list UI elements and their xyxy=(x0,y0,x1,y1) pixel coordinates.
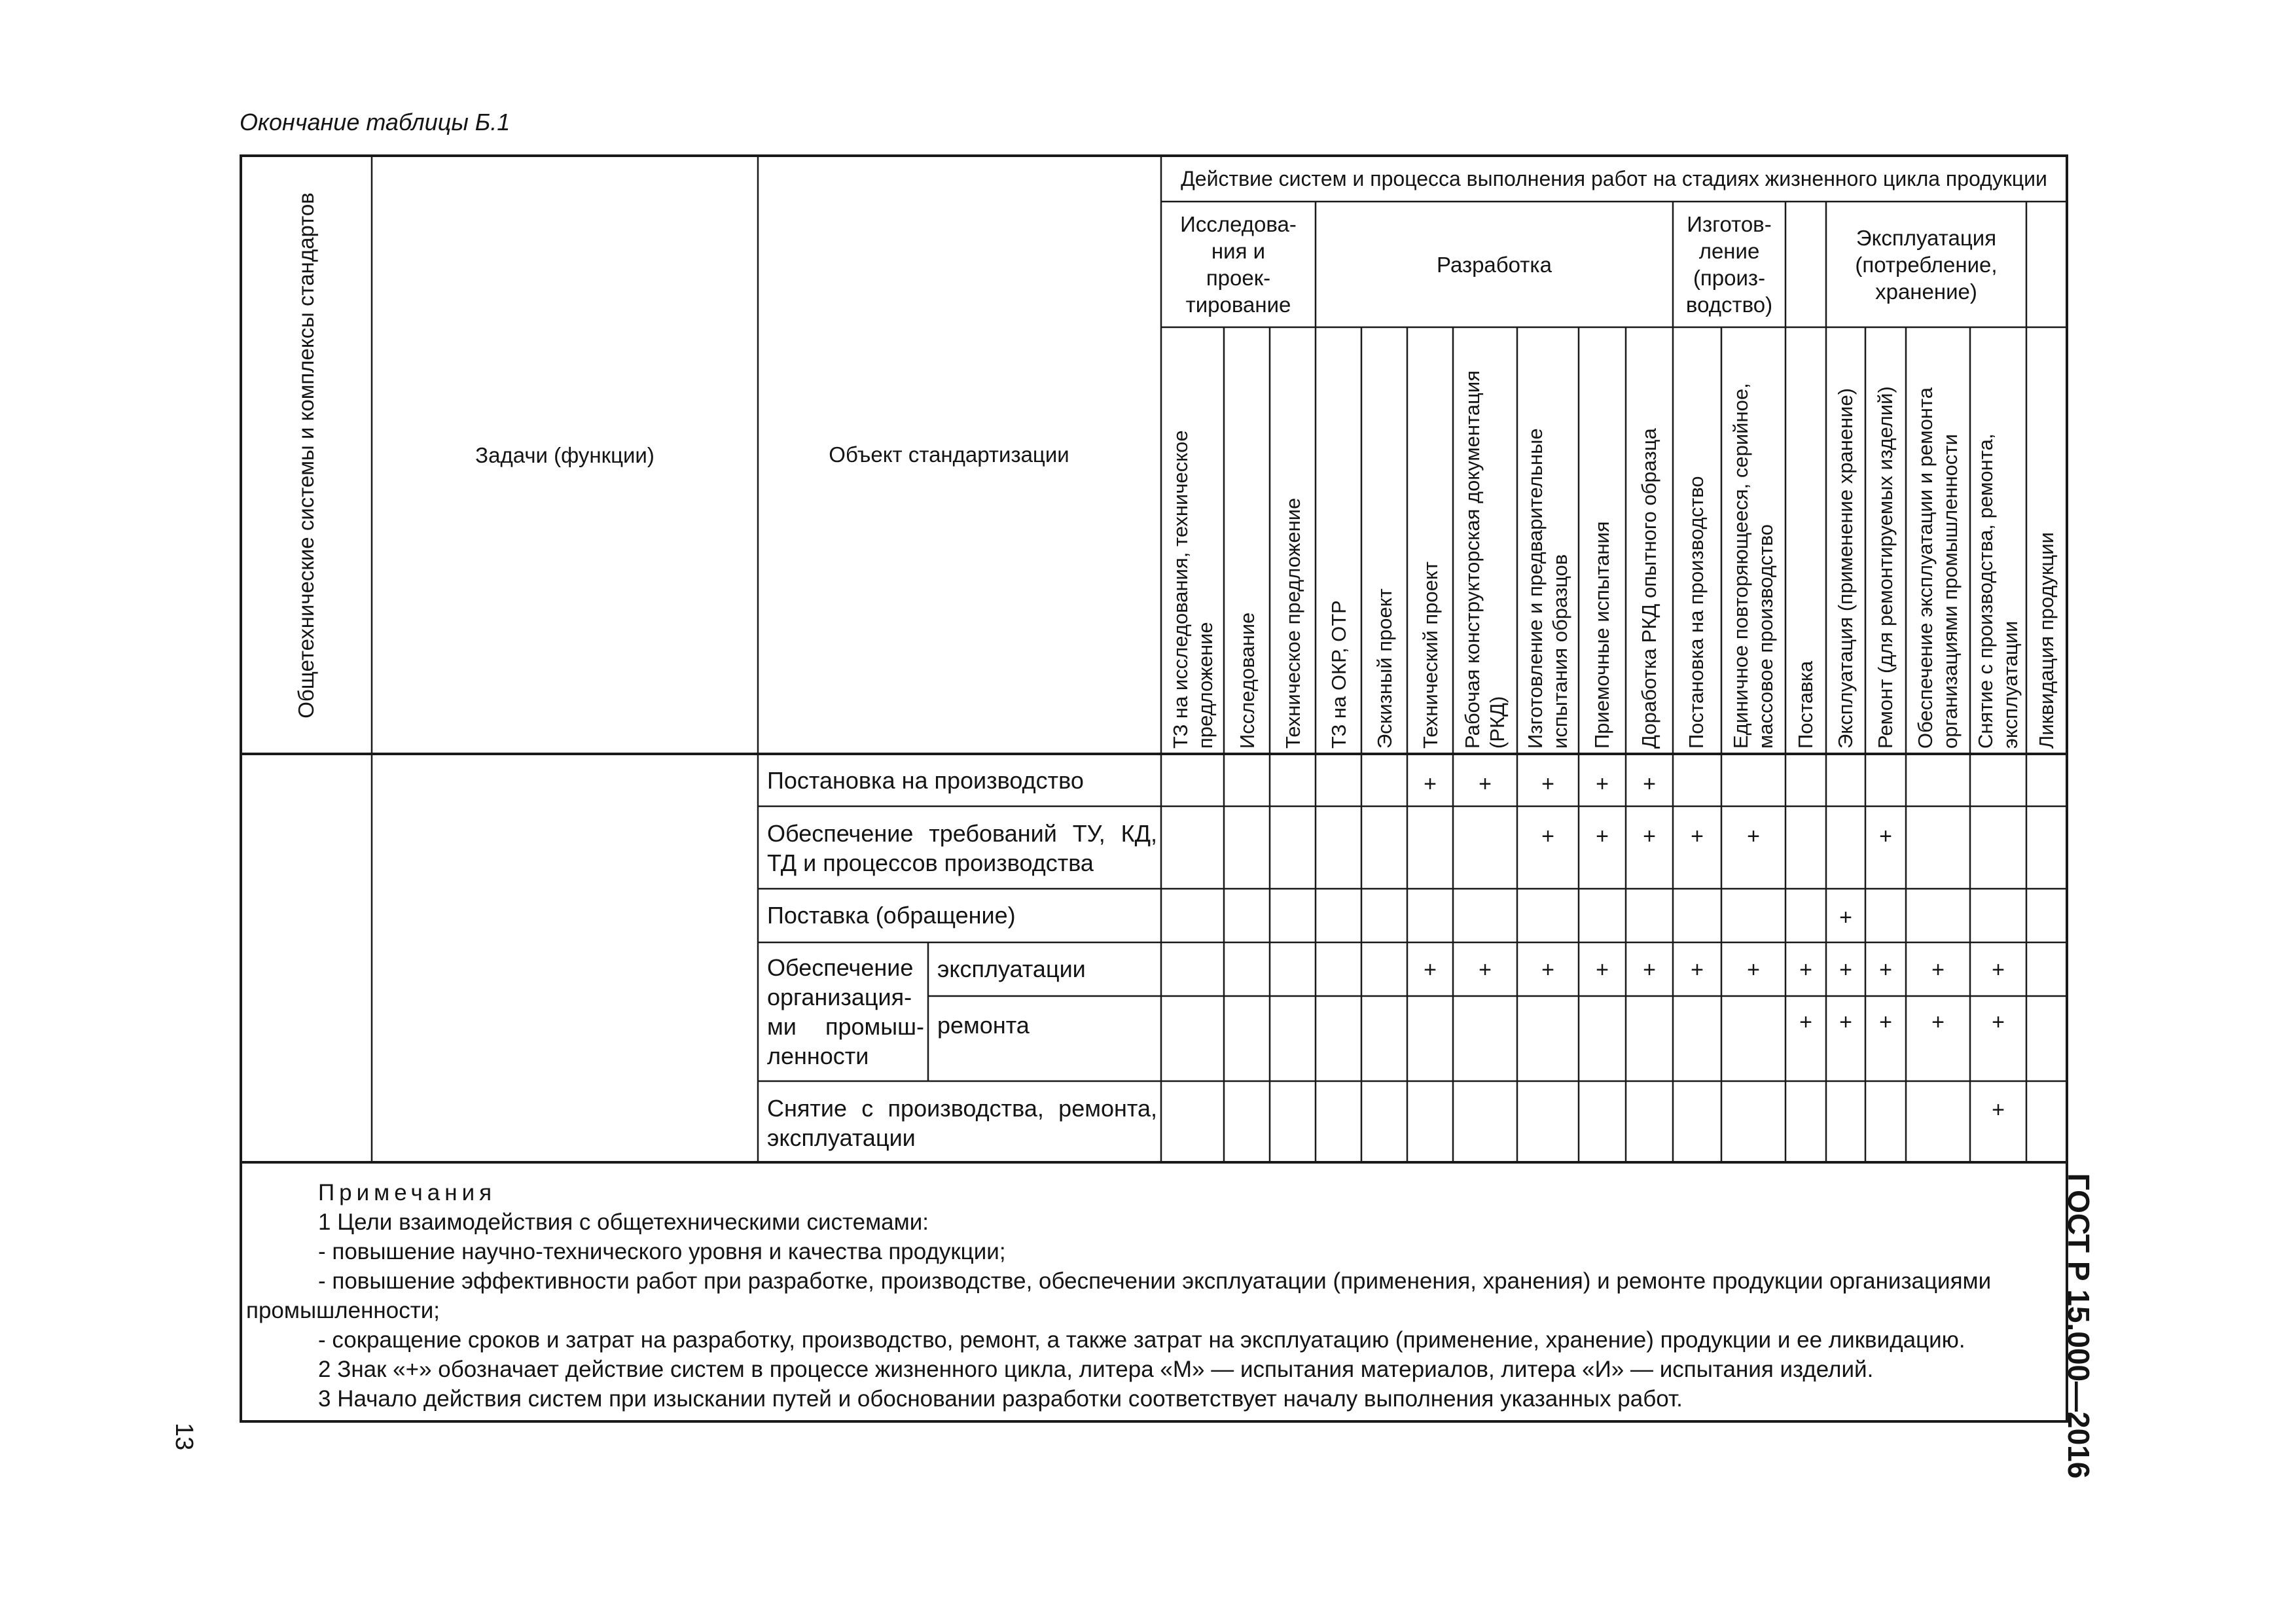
mark-cell: + xyxy=(1424,957,1437,982)
mark-cell: + xyxy=(1747,957,1760,982)
mark-cell: + xyxy=(1541,772,1554,796)
header-group-production: Изготов-ление (произ-водство) xyxy=(1685,212,1773,317)
stage-production-launch: Постановка на производство xyxy=(1685,476,1708,749)
mark-cell: + xyxy=(1541,824,1554,849)
notes-block xyxy=(246,1178,2066,1414)
mark-cell: + xyxy=(1839,1010,1852,1035)
stage-prototype-tests: Изготовление и предварительные испытания образцов xyxy=(1524,428,1571,749)
row-object-industry-support: Обеспечение организация-ми промыш-ленности xyxy=(767,954,924,1069)
stage-operation-support: Обеспечение эксплуатации и ремонта организациями промышленности xyxy=(1914,387,1962,749)
row-object-repair: ремонта xyxy=(937,1012,1030,1039)
mark-cell: + xyxy=(1931,1010,1945,1035)
mark-cell: + xyxy=(1799,957,1812,982)
mark-cell: + xyxy=(1424,772,1437,796)
stage-tech-project: Технический проект xyxy=(1419,561,1442,749)
note-line: 3 Начало действия систем при изыскании путей и обосновании разработки соответствует началу выполнения указанных работ. xyxy=(318,1386,1683,1412)
mark-cell: + xyxy=(1479,957,1492,982)
header-object-column: Объект стандартизации xyxy=(829,442,1069,467)
note-line: - сокращение сроков и затрат на разработку, производство, ремонт, а также затрат на эксплуатацию (применение, хранение) продукции и ее ликвидацию. xyxy=(318,1327,1965,1353)
header-tasks-column: Задачи (функции) xyxy=(475,442,655,467)
row-object-operation: эксплуатации xyxy=(937,955,1086,982)
row-object-production-launch: Постановка на производство xyxy=(767,767,1084,794)
mark-cell: + xyxy=(1799,1010,1812,1035)
note-line: 1 Цели взаимодействия с общетехническими системами: xyxy=(318,1209,929,1235)
stage-withdrawal: Снятие с производства, ремонта, эксплуатации xyxy=(1974,433,2022,749)
mark-cell: + xyxy=(1596,824,1609,849)
stage-serial-production: Единичное повторяющееся, серийное, массовое производство xyxy=(1729,383,1777,749)
note-line: 2 Знак «+» обозначает действие систем в процессе жизненного цикла, литера «М» — испытания материалов, литера «И» — испытания изделий. xyxy=(318,1357,1874,1382)
page-number: 13 xyxy=(170,1423,198,1451)
mark-cell: + xyxy=(1879,1010,1892,1035)
mark-cell: + xyxy=(1643,957,1656,982)
header-group-development: Разработка xyxy=(1437,252,1552,277)
notes-title: Примечания xyxy=(318,1180,497,1205)
mark-cell: + xyxy=(1479,772,1492,796)
mark-cell: + xyxy=(1691,957,1704,982)
table-caption: Окончание таблицы Б.1 xyxy=(240,109,511,135)
mark-cell: + xyxy=(1839,957,1852,982)
mark-cell: + xyxy=(1992,957,2005,982)
row-object-delivery: Поставка (обращение) xyxy=(767,902,1016,929)
mark-cell: + xyxy=(1596,772,1609,796)
stage-tz-okr: ТЗ на ОКР, ОТР xyxy=(1327,600,1350,749)
mark-cell: + xyxy=(1643,824,1656,849)
note-line: - повышение эффективности работ при разработке, производстве, обеспечении эксплуатации (применения, хранения) и ремонте продукции организациями промышленности; xyxy=(246,1268,1992,1323)
stage-operation: Эксплуатация (применение хранение) xyxy=(1834,387,1857,749)
stage-rkd-refinement: Доработка РКД опытного образца xyxy=(1638,428,1660,749)
header-lifecycle: Действие систем и процесса выполнения работ на стадиях жизненного цикла продукции xyxy=(1181,166,2047,190)
stage-repair: Ремонт (для ремонтируемых изделий) xyxy=(1874,386,1897,749)
stage-research: Исследование xyxy=(1236,612,1259,749)
stage-delivery: Поставка xyxy=(1794,660,1817,749)
stage-tech-proposal: Техническое предложение xyxy=(1282,497,1304,749)
header-group-operation: Эксплуатация (потребление, хранение) xyxy=(1855,225,1998,304)
stage-liquidation: Ликвидация продукции xyxy=(2035,532,2058,749)
stage-tz-research: ТЗ на исследования, техническое предложение xyxy=(1169,430,1217,749)
note-line: - повышение научно-технического уровня и качества продукции; xyxy=(318,1239,1006,1264)
stage-draft-project: Эскизный проект xyxy=(1373,588,1396,749)
mark-cell: + xyxy=(1596,957,1609,982)
row-object-withdrawal: Снятие с производства, ремонта, эксплуатации xyxy=(767,1095,1157,1151)
mark-cell: + xyxy=(1691,824,1704,849)
row-object-requirements: Обеспечение требований ТУ, КД, ТД и процессов производства xyxy=(767,820,1157,876)
standard-code: ГОСТ Р 15.000—2016 xyxy=(2062,1173,2096,1479)
mark-cell: + xyxy=(1747,824,1760,849)
mark-cell: + xyxy=(1643,772,1656,796)
mark-cell: + xyxy=(1992,1010,2005,1035)
stage-acceptance-tests: Приемочные испытания xyxy=(1590,521,1613,749)
header-systems-column: Общетехнические системы и комплексы стандартов xyxy=(294,192,318,719)
mark-cell: + xyxy=(1931,957,1945,982)
mark-cell: + xyxy=(1879,957,1892,982)
mark-cell: + xyxy=(1992,1097,2005,1122)
header-group-research: Исследова-ния и проек-тирование xyxy=(1180,212,1297,317)
mark-cell: + xyxy=(1879,824,1892,849)
stage-rkd: Рабочая конструкторская документация (РКД) xyxy=(1461,370,1509,749)
mark-cell: + xyxy=(1541,957,1554,982)
mark-cell: + xyxy=(1839,905,1852,930)
